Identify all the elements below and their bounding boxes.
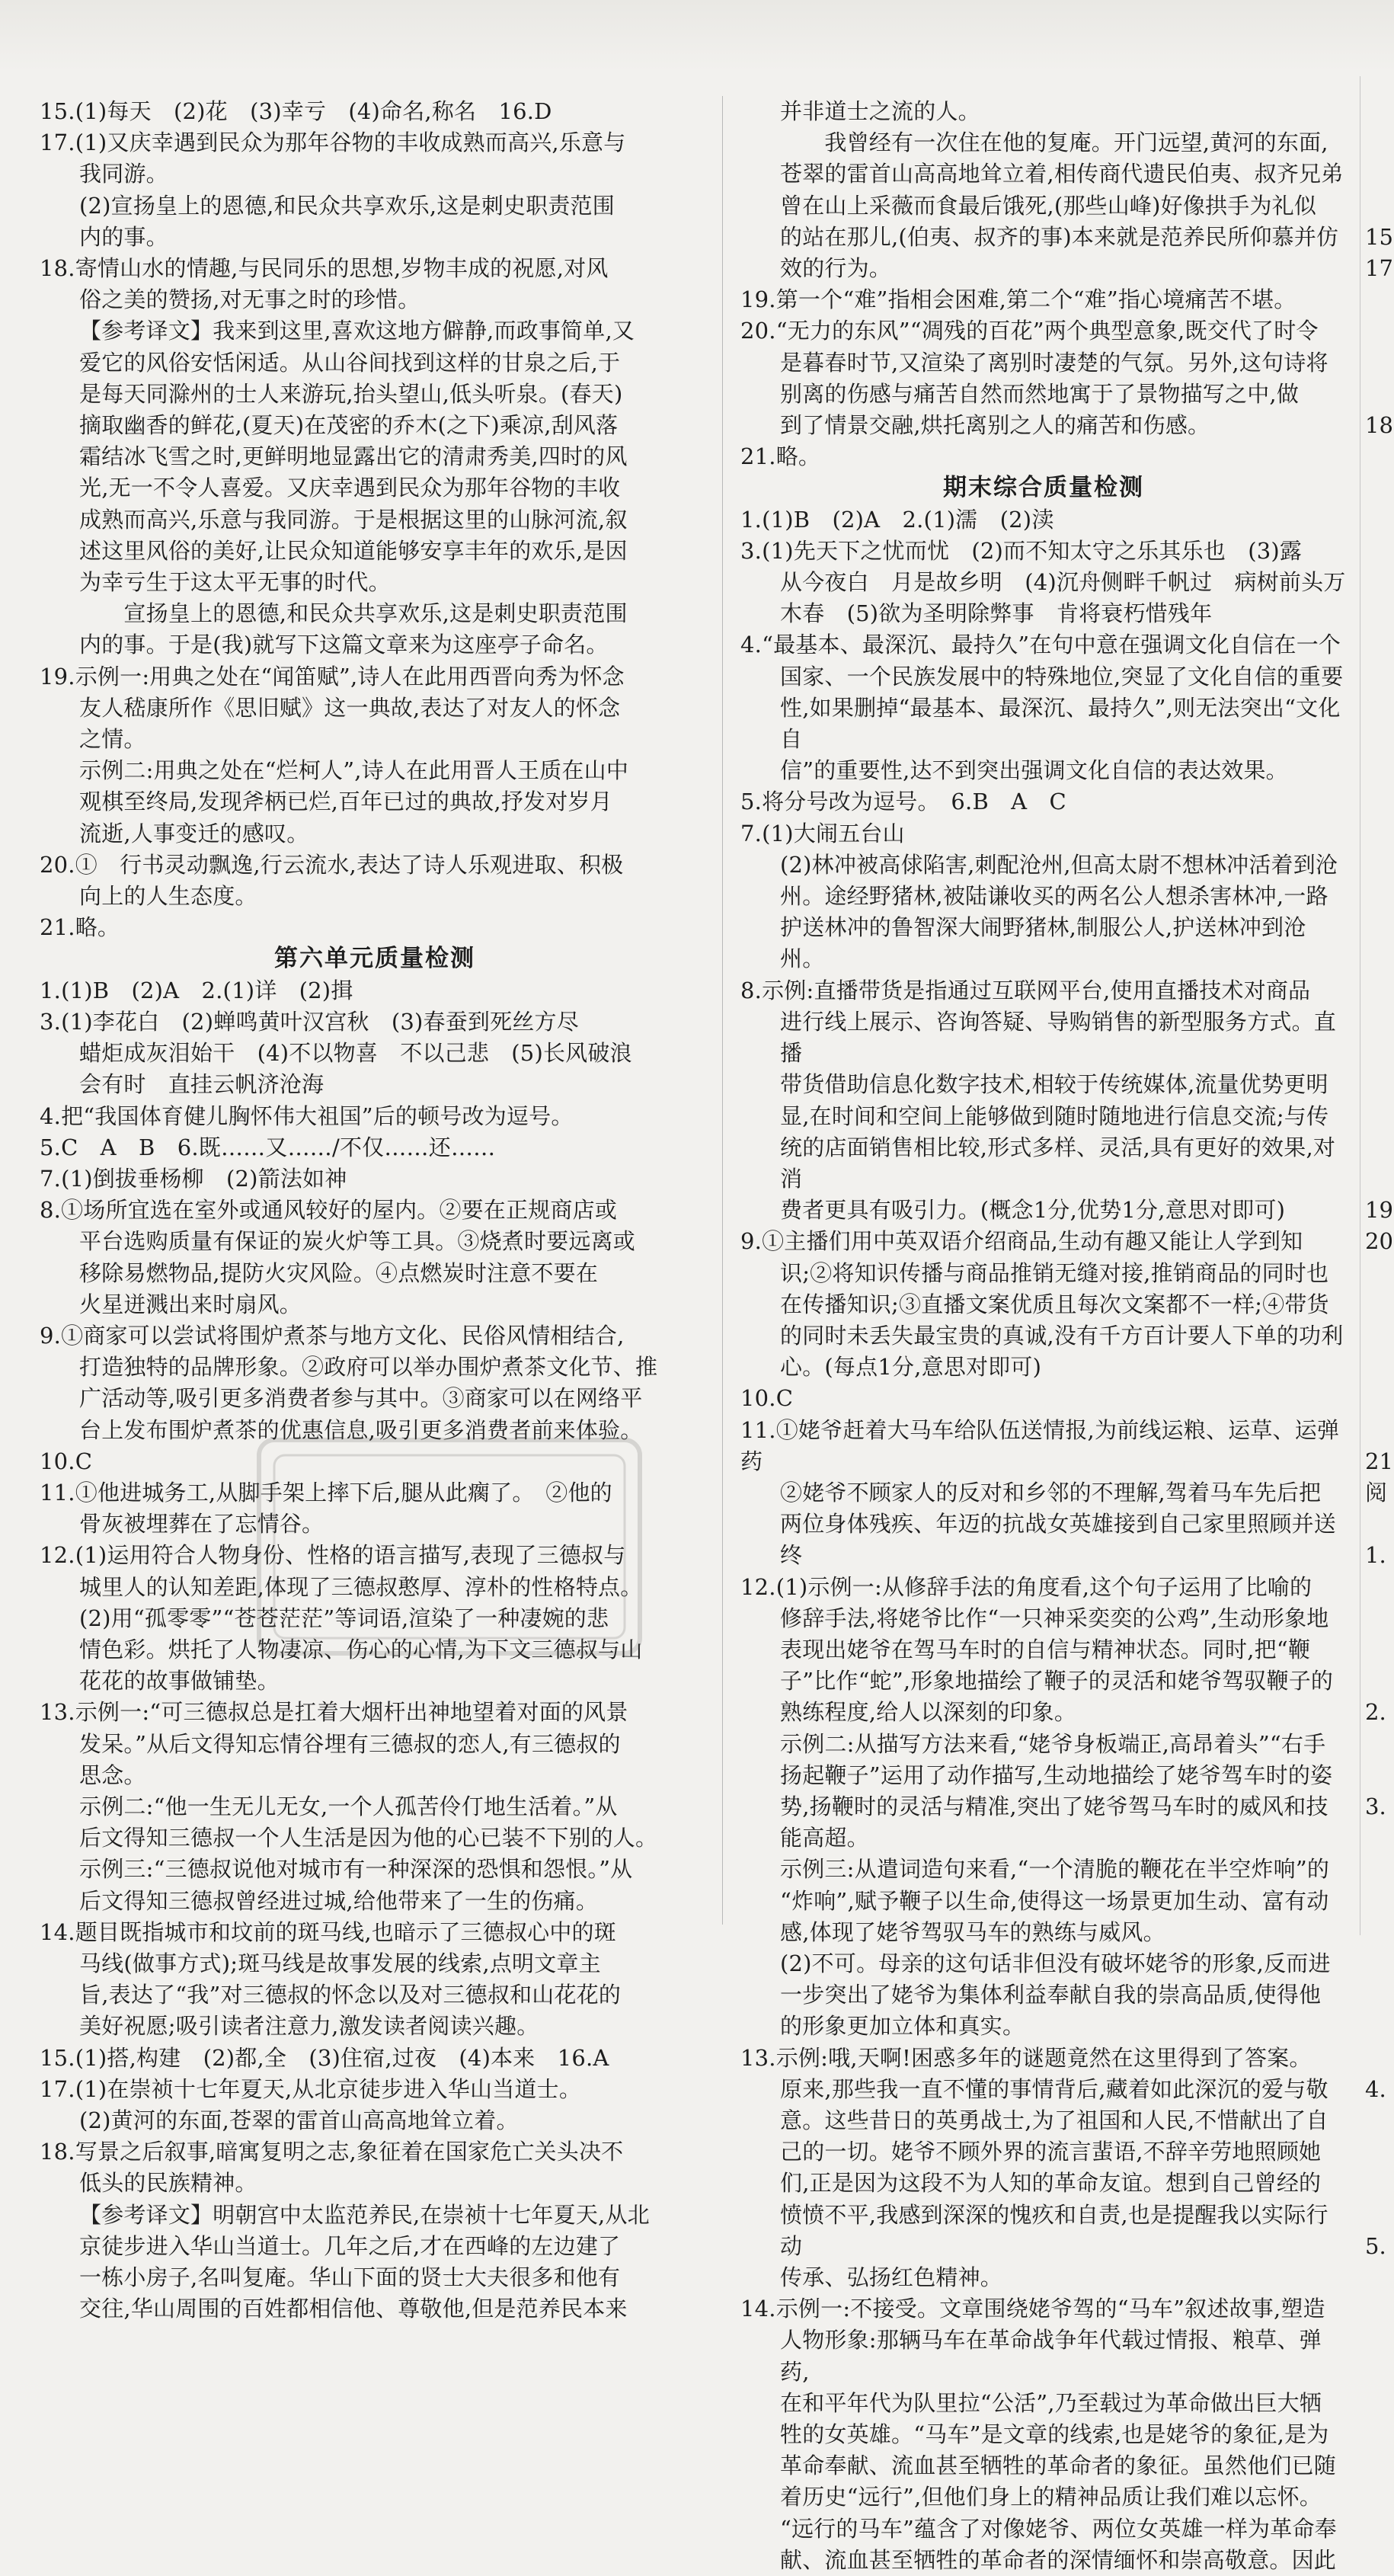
left-column-text-line: 11.①他进城务工,从脚手架上摔下后,腿从此瘸了。 ②他的 — [40, 1479, 612, 1506]
left-column-text-line: 向上的人生态度。 — [79, 883, 257, 910]
left-column-text-line: 15.(1)搭,构建 (2)都,全 (3)住宿,过夜 (4)本来 16.A — [40, 2044, 609, 2071]
left-column-text-line: 18.写景之后叙事,暗寓复明之志,象征着在国家危亡关头决不 — [40, 2139, 624, 2165]
right-column-text-line: 我曾经有一次住在他的复庵。开门远望,黄河的东面, — [780, 130, 1328, 156]
right-column-text-line: 心。(每点1分,意思对即可) — [780, 1354, 1042, 1381]
left-column-text-line: 会有时 直挂云帆济沧海 — [79, 1071, 325, 1098]
left-column-section-title: 第六单元质量检测 — [274, 945, 475, 973]
left-column-text-line: 蜡炬成灰泪始干 (4)不以物喜 不以己悲 (5)长风破浪 — [79, 1040, 632, 1067]
right-column-text-line: 护送林冲的鲁智深大闹野猪林,制服公人,护送林冲到沧州。 — [780, 914, 1306, 972]
edge-fragment: 1. — [1365, 1542, 1386, 1569]
right-column-text-line: 8.示例:直播带货是指通过互联网平台,使用直播技术对商品 — [740, 977, 1311, 1003]
right-column-text-line: 从今夜白 月是故乡明 (4)沉舟侧畔千帆过 病树前头万 — [780, 569, 1346, 596]
left-column-text-line: 示例二:用典之处在“烂柯人”,诗人在此用晋人王质在山中 — [79, 757, 629, 784]
right-column-text-line: ②姥爷不顾家人的反对和乡邻的不理解,驾着马车先后把 — [780, 1479, 1322, 1506]
right-column-text-line: 21.略。 — [740, 443, 821, 470]
right-column-text-line: 修辞手法,将姥爷比作“一只神采奕奕的公鸡”,生动形象地 — [780, 1605, 1329, 1631]
right-column-text-line: 带货借助信息化数字技术,相较于传统媒体,流量优势更明 — [780, 1071, 1328, 1098]
right-column-text-line: 在传播知识;③直播文案优质且每次文案都不一样;④带货 — [780, 1291, 1329, 1317]
right-column-text-line: 到了情景交融,烘托离别之人的痛苦和伤感。 — [780, 412, 1210, 439]
left-column-text-line: 打造独特的品牌形象。②政府可以举办围炉煮茶文化节、推 — [79, 1354, 658, 1381]
right-column-text-line: “远行的马车”蕴含了对像姥爷、两位女英雄一样为革命奉 — [780, 2515, 1337, 2542]
left-column-text-line: 宣扬皇上的恩德,和民众共享欢乐,这是刺史职责范围 — [79, 600, 628, 627]
right-column-text-line: 曾在山上采薇而食最后饿死,(那些山峰)好像拱手为礼似 — [780, 192, 1317, 219]
right-column-text-line: 性,如果删掉“最基本、最深沉、最持久”,则无法突出“文化自 — [780, 694, 1341, 753]
left-column-text-line: 广活动等,吸引更多消费者参与其中。③商家可以在网络平 — [79, 1385, 643, 1412]
edge-fragment: 20 — [1365, 1228, 1393, 1255]
page-top-strip — [0, 0, 1394, 72]
left-column-text-line: 京徒步进入华山当道士。几年之后,才在西峰的左边建了 — [79, 2232, 621, 2259]
right-column-text-line: 原来,那些我一直不懂的事情背后,藏着如此深沉的爱与敬 — [780, 2075, 1328, 2102]
left-column-text-line: 观棋至终局,发现斧柄已烂,百年已过的典故,抒发对岁月 — [79, 789, 612, 815]
left-column-text-line: 19.示例一:用典之处在“闻笛赋”,诗人在此用西晋向秀为怀念 — [40, 663, 625, 690]
left-column-text-line: 示例二:“他一生无儿无女,一个人孤苦伶仃地生活着。”从 — [79, 1793, 618, 1819]
right-column-text-line: 着历史“远行”,但他们身上的精神品质让我们难以忘怀。 — [780, 2484, 1322, 2510]
right-column-text-line: “炸响”,赋予鞭子以生命,使得这一场景更加生动、富有动 — [780, 1887, 1329, 1914]
next-page-edge-fragments — [1364, 76, 1394, 2259]
edge-fragment: 15 — [1365, 223, 1393, 250]
left-column-text-line: 低头的民族精神。 — [79, 2170, 257, 2197]
edge-fragment: 2. — [1365, 1699, 1386, 1726]
left-column-text-line: 内的事。于是(我)就写下这篇文章来为这座亭子命名。 — [79, 632, 609, 658]
edge-fragment: 18 — [1365, 412, 1393, 438]
column-divider — [722, 96, 723, 1925]
right-column-text-line: 7.(1)大闹五台山 — [740, 820, 905, 846]
right-column-text-line: 14.示例一:不接受。文章围绕姥爷驾的“马车”叙述故事,塑造 — [740, 2296, 1325, 2322]
left-column-text-line: 花花的故事做铺垫。 — [79, 1668, 280, 1694]
left-column-text-line: 成熟而高兴,乐意与我同游。于是根据这里的山脉河流,叙 — [79, 506, 628, 533]
edge-fragment: 17 — [1365, 255, 1393, 281]
left-column-text-line: (2)用“孤零零”“苍苍茫茫”等词语,渲染了一种凄婉的悲 — [79, 1605, 609, 1631]
right-column-text-line: 意。这些昔日的英勇战士,为了祖国和人民,不惜献出了自 — [780, 2107, 1328, 2133]
right-column-text-line: 信”的重要性,达不到突出强调文化自信的表达效果。 — [780, 757, 1288, 784]
edge-fragment: 3. — [1365, 1793, 1386, 1819]
left-column-text-line: 9.①商家可以尝试将围炉煮茶与地方文化、民俗风情相结合, — [40, 1322, 625, 1349]
left-column-text-line: 为幸亏生于这太平无事的时代。 — [79, 569, 391, 596]
left-column-text-line: 7.(1)倒拔垂杨柳 (2)箭法如神 — [40, 1165, 347, 1192]
right-column-text-line: 9.①主播们用中英双语介绍商品,生动有趣又能让人学到知 — [740, 1228, 1303, 1255]
right-column-text-line: 识;②将知识传播与商品推销无缝对接,推销商品的同时也 — [780, 1259, 1329, 1286]
right-column-text-line: 3.(1)先天下之忧而忧 (2)而不知太守之乐其乐也 (3)露 — [740, 537, 1303, 564]
left-column-text-line: 发呆。”从后文得知忘情谷埋有三德叔的恋人,有三德叔的 — [79, 1730, 621, 1757]
left-column-text-line: 城里人的认知差距,体现了三德叔憨厚、淳朴的性格特点。 — [79, 1573, 643, 1600]
left-column-text-line: 霜结冰飞雪之时,更鲜明地显露出它的清肃秀美,四时的风 — [79, 443, 628, 470]
left-column-text-line: 我同游。 — [79, 161, 168, 187]
right-column-text-line: 13.示例:哦,天啊!困惑多年的谜题竟然在这里得到了答案。 — [740, 2044, 1312, 2071]
edge-fragment: 19 — [1365, 1197, 1393, 1223]
left-column-text-line: 10.C — [40, 1448, 93, 1474]
right-column-text-line: 献、流血甚至牺牲的革命者的深情缅怀和崇高敬意。因此 — [780, 2546, 1337, 2573]
left-column-text-line: 交往,华山周围的百姓都相信他、尊敬他,但是范养民本来 — [79, 2296, 628, 2322]
left-column-text-line: 述这里风俗的美好,让民众知道能够安享丰年的欢乐,是因 — [79, 537, 628, 564]
right-column-text-line: 效的行为。 — [780, 255, 892, 282]
right-column-section-title: 期末综合质量检测 — [943, 474, 1144, 502]
right-column-text-line: 一步突出了姥爷为集体利益奉献自我的崇高品质,使得他 — [780, 1982, 1322, 2008]
right-column-text-line: 势,扬鞭时的灵活与精准,突出了姥爷驾马车时的威风和技 — [780, 1793, 1328, 1819]
right-column-text-line: (2)不可。母亲的这句话非但没有破坏姥爷的形象,反而进 — [780, 1950, 1331, 1976]
right-column-text-line: 州。途经野猪林,被陆谦收买的两名公人想杀害林冲,一路 — [780, 883, 1328, 910]
left-column-text-line: (2)宣扬皇上的恩德,和民众共享欢乐,这是刺史职责范围 — [79, 192, 615, 219]
right-column-text-line: 传承、弘扬红色精神。 — [780, 2264, 1003, 2291]
left-column-text-line: 14.题目既指城市和坟前的斑马线,也暗示了三德叔心中的斑 — [40, 1918, 616, 1945]
left-column-text-line: 【参考译文】明朝宫中太监范养民,在崇祯十七年夏天,从北 — [79, 2201, 650, 2228]
right-column-text-line: 的同时未丢失最宝贵的真诚,没有千方百计要人下单的功利 — [780, 1322, 1344, 1349]
left-column-text-line: 流逝,人事变迁的感叹。 — [79, 820, 309, 846]
right-column-text-line: 在和平年代为队里拉“公活”,乃至载过为革命做出巨大牺 — [780, 2389, 1322, 2416]
left-column-text-line: 后文得知三德叔一个人生活是因为他的心已装不下别的人。 — [79, 1825, 658, 1851]
edge-fragment: 5. — [1365, 2232, 1386, 2259]
right-column-text-line: 木春 (5)欲为圣明除弊事 肯将衰朽惜残年 — [780, 600, 1213, 627]
edge-fragment: 阅 — [1365, 1479, 1388, 1506]
left-column-text-line: 骨灰被埋葬在了忘情谷。 — [79, 1511, 325, 1538]
left-column-text-line: 一栋小房子,名叫复庵。华山下面的贤士大夫很多和他有 — [79, 2264, 621, 2291]
edge-fragment: 21 — [1365, 1448, 1393, 1474]
right-column-text-line: 别离的伤感与痛苦自然而然地寓于了景物描写之中,做 — [780, 380, 1300, 407]
right-column-text-line: 统的店面销售相比较,形式多样、灵活,具有更好的效果,对消 — [780, 1134, 1336, 1192]
right-column-text-line: 进行线上展示、咨询答疑、导购销售的新型服务方式。直播 — [780, 1008, 1337, 1067]
right-column-text-line: 能高超。 — [780, 1825, 869, 1851]
right-column-text-line: 己的一切。姥爷不顾外界的流言蜚语,不辞辛劳地照顾她 — [780, 2139, 1322, 2165]
right-column-text-line: 表现出姥爷在驾马车时的自信与精神状态。同时,把“鞭 — [780, 1636, 1311, 1662]
edge-fragment: 4. — [1365, 2075, 1386, 2102]
right-column-text-line: 的站在那儿,(伯夷、叔齐的事)本来就是范养民所仰慕并仿 — [780, 223, 1339, 250]
left-column-text-line: 3.(1)李花白 (2)蝉鸣黄叶汉宫秋 (3)春蚕到死丝方尽 — [40, 1008, 579, 1035]
left-column-text-line: 17.(1)在崇祯十七年夏天,从北京徒步进入华山当道士。 — [40, 2075, 582, 2102]
right-column-text-line: 牲的女英雄。“马车”是文章的线索,也是姥爷的象征,是为 — [780, 2421, 1329, 2448]
left-column-text-line: 火星迸溅出来时扇风。 — [79, 1291, 302, 1317]
left-column-text-line: 旨,表达了“我”对三德叔的怀念以及对三德叔和山花花的 — [79, 1982, 622, 2008]
answer-column-right — [740, 96, 1347, 2576]
right-column-text-line: 愤愤不平,我感到深深的愧疚和自责,也是提醒我以实际行动 — [780, 2201, 1328, 2259]
left-column-text-line: 台上发布围炉煮茶的优惠信息,吸引更多消费者前来体验。 — [79, 1416, 643, 1443]
right-column-text-line: 人物形象:那辆马车在革命战争年代载过情报、粮草、弹药, — [780, 2327, 1322, 2385]
right-column-text-line: 20.“无力的东风”“凋残的百花”两个典型意象,既交代了时令 — [740, 318, 1319, 344]
right-column-text-line: 苍翠的雷首山高高地耸立着,相传商代遗民伯夷、叔齐兄弟 — [780, 161, 1344, 187]
left-column-text-line: 爱它的风俗安恬闲适。从山谷间找到这样的甘泉之后,于 — [79, 349, 621, 376]
left-column-text-line: 21.略。 — [40, 914, 120, 941]
left-column-text-line: 13.示例一:“可三德叔总是扛着大烟杆出神地望着对面的风景 — [40, 1699, 628, 1726]
left-column-text-line: 友人嵇康所作《思旧赋》这一典故,表达了对友人的怀念 — [79, 694, 621, 721]
left-column-text-line: 俗之美的赞扬,对无事之时的珍惜。 — [79, 286, 420, 313]
left-column-text-line: 思念。 — [79, 1762, 146, 1788]
right-column-text-line: 费者更具有吸引力。(概念1分,优势1分,意思对即可) — [780, 1197, 1286, 1224]
left-column-text-line: 平台选购质量有保证的炭火炉等工具。③烧煮时要远离或 — [79, 1228, 636, 1255]
right-column-text-line: 11.①姥爷赶着大马车给队伍送情报,为前线运粮、运草、运弹药 — [740, 1416, 1340, 1474]
right-column-text-line: 1.(1)B (2)A 2.(1)濡 (2)渎 — [740, 506, 1054, 533]
right-column-text-line: 12.(1)示例一:从修辞手法的角度看,这个句子运用了比喻的 — [740, 1573, 1312, 1600]
left-column-text-line: 之情。 — [79, 726, 146, 753]
left-column-text-line: 5.C A B 6.既……又……/不仅……还…… — [40, 1134, 496, 1160]
right-column-text-line: (2)林冲被高俅陷害,刺配沧州,但高太尉不想林冲活着到沧 — [780, 851, 1338, 878]
answer-column-left — [40, 96, 710, 2325]
left-column-text-line: 12.(1)运用符合人物身份、性格的语言描写,表现了三德叔与 — [40, 1542, 626, 1569]
left-column-text-line: 情色彩。烘托了人物凄凉、伤心的心情,为下文三德叔与山 — [79, 1636, 643, 1662]
left-column-text-line: 马线(做事方式);斑马线是故事发展的线索,点明文章主 — [79, 1950, 601, 1976]
right-column-text-line: 5.将分号改为逗号。 6.B A C — [740, 789, 1066, 815]
left-column-text-line: 17.(1)又庆幸遇到民众为那年谷物的丰收成熟而高兴,乐意与 — [40, 130, 626, 156]
left-column-text-line: 1.(1)B (2)A 2.(1)详 (2)揖 — [40, 977, 353, 1003]
left-column-text-line: (2)黄河的东面,苍翠的雷首山高高地耸立着。 — [79, 2107, 519, 2133]
right-column-text-line: 熟练程度,给人以深刻的印象。 — [780, 1699, 1077, 1726]
left-column-text-line: 4.把“我国体育健儿胸怀伟大祖国”后的顿号改为逗号。 — [40, 1102, 574, 1129]
left-column-text-line: 15.(1)每天 (2)花 (3)幸亏 (4)命名,称名 16.D — [40, 98, 552, 124]
right-column-text-line: 是暮春时节,又渲染了离别时凄楚的气氛。另外,这句诗将 — [780, 349, 1328, 376]
left-column-text-line: 示例三:“三德叔说他对城市有一种深深的恐惧和怨恨。”从 — [79, 1856, 633, 1883]
right-column-text-line: 感,体现了姥爷驾驭马车的熟练与威风。 — [780, 1918, 1165, 1945]
right-column-text-line: 示例二:从描写方法来看,“姥爷身板端正,高昂着头”“右手 — [780, 1730, 1326, 1757]
right-column-text-line: 们,正是因为这段不为人知的革命友谊。想到自己曾经的 — [780, 2170, 1322, 2197]
left-column-text-line: 摘取幽香的鲜花,(夏天)在茂密的乔木(之下)乘凉,刮风落 — [79, 412, 619, 439]
right-column-text-line: 示例三:从遣词造句来看,“一个清脆的鞭花在半空炸响”的 — [780, 1856, 1330, 1883]
left-column-text-line: 移除易燃物品,提防火灾风险。④点燃炭时注意不要在 — [79, 1259, 599, 1286]
right-column-text-line: 国家、一个民族发展中的特殊地位,突显了文化自信的重要 — [780, 663, 1344, 690]
left-column-text-line: 是每天同滁州的士人来游玩,抬头望山,低头听泉。(春天) — [79, 380, 623, 407]
left-column-text-line: 内的事。 — [79, 223, 168, 250]
left-column-text-line: 光,无一不令人喜爱。又庆幸遇到民众为那年谷物的丰收 — [79, 475, 621, 501]
right-column-text-line: 革命奉献、流血甚至牺牲的革命者的象征。虽然他们已随 — [780, 2453, 1337, 2479]
right-column-text-line: 10.C — [740, 1385, 794, 1412]
right-column-text-line: 的形象更加立体和真实。 — [780, 2013, 1025, 2040]
left-column-text-line: 【参考译文】我来到这里,喜欢这地方僻静,而政事简单,又 — [79, 318, 635, 344]
right-column-text-line: 扬起鞭子”运用了动作描写,生动地描绘了姥爷驾车时的姿 — [780, 1762, 1333, 1788]
left-column-text-line: 美好祝愿;吸引读者注意力,激发读者阅读兴趣。 — [79, 2013, 539, 2040]
right-column-text-line: 4.“最基本、最深沉、最持久”在句中意在强调文化自信在一个 — [740, 632, 1341, 658]
right-column-text-line: 显,在时间和空间上能够做到随时随地进行信息交流;与传 — [780, 1102, 1329, 1129]
left-column-text-line: 后文得知三德叔曾经进过城,给他带来了一生的伤痛。 — [79, 1887, 599, 1914]
left-column-text-line: 8.①场所宜选在室外或通风较好的屋内。②要在正规商店或 — [40, 1197, 618, 1224]
right-column-text-line: 两位身体残疾、年迈的抗战女英雄接到自己家里照顾并送终 — [780, 1511, 1337, 1569]
left-column-text-line: 18.寄情山水的情趣,与民同乐的思想,岁物丰成的祝愿,对风 — [40, 255, 609, 282]
right-column-text-line: 19.第一个“难”指相会困难,第二个“难”指心境痛苦不堪。 — [740, 286, 1296, 313]
left-column-text-line: 20.① 行书灵动飘逸,行云流水,表达了诗人乐观进取、积极 — [40, 851, 624, 878]
right-column-text-line: 并非道士之流的人。 — [780, 98, 980, 124]
right-column-text-line: 子”比作“蛇”,形象地描绘了鞭子的灵活和姥爷驾驭鞭子的 — [780, 1668, 1334, 1694]
